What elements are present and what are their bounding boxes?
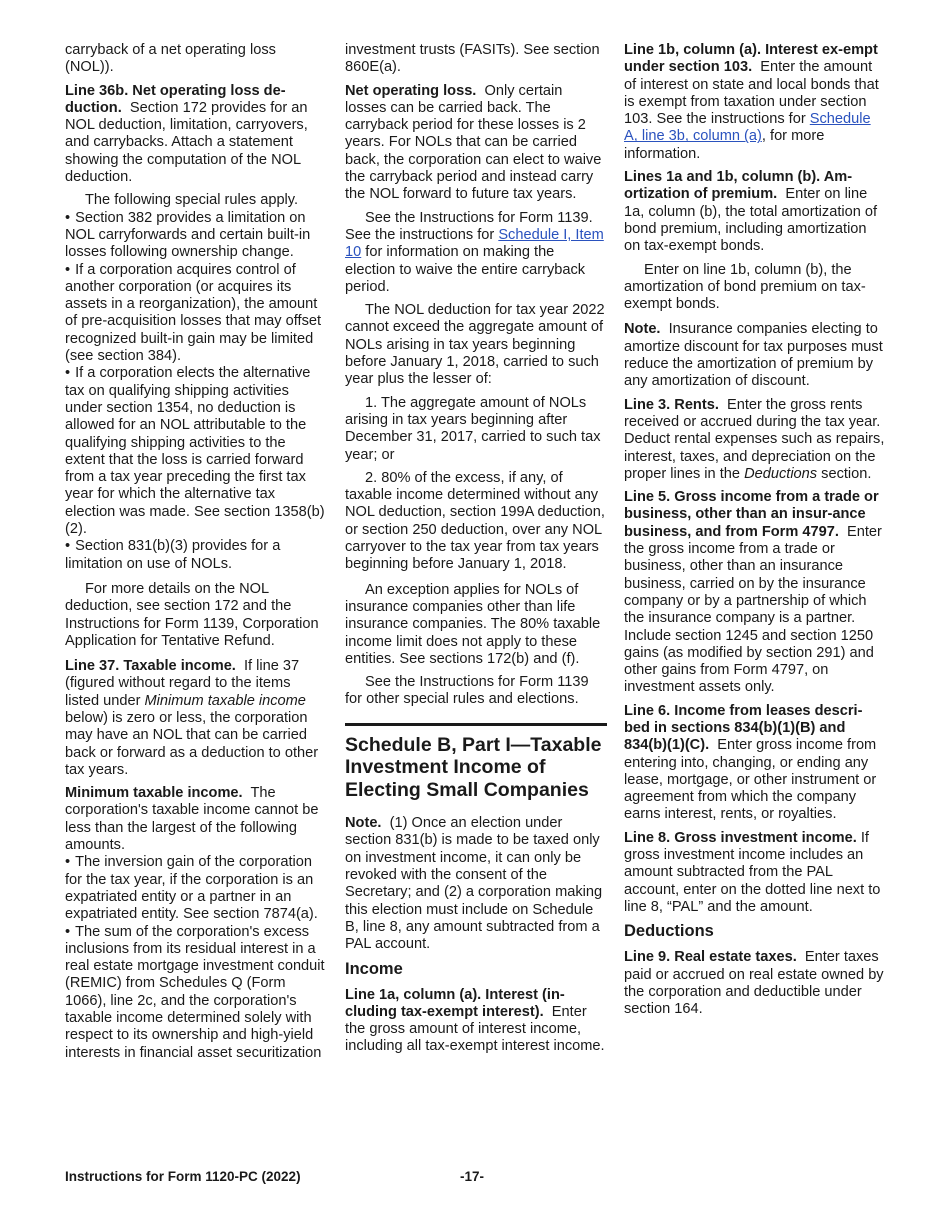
paragraph: carryback of a net operating loss (NOL)). (65, 42, 276, 76)
numbered-item-2: 2. 80% of the excess, if any, of taxable income determined without any NOL deduction, section 199A deduction, or section 250 deduction, over any NOL carryover to the tax year from tax years beginning before January 1, 2018. (345, 469, 605, 573)
line-6-section: Line 6. Income from leases descri-bed in sections 834(b)(1)(B) and 834(b)(1)(C). Enter gross income from entering into, changing, or ending any lease, mortgage, or other instrument or agreement from which the company earns interest, rents, or royalties. (624, 702, 877, 823)
line-36b-text: Section 172 provides for an NOL deduction, limitation, carryovers, and carrybacks. Attach a statement showing the computation of the NOL deduction. (65, 99, 308, 186)
list-item: • If a corporation elects the alternative tax on qualifying shipping activities under section 1354, no deduction is allowed for an NOL attributable to the qualifying shipping activities to the extent that the loss is carried forward from a tax year preceding the first tax year for which the alternative tax election was made. See section 1358(b)(2). (65, 365, 325, 538)
section-divider (345, 723, 607, 726)
column-3 (624, 42, 886, 1024)
note-label: Note. (624, 321, 661, 338)
line-6-heading: Line 6. Income from leases descri-bed in sections 834(b)(1)(B) and 834(b)(1)(C). (624, 702, 863, 754)
line-1b-section: Line 1b, column (a). Interest ex-empt under section 103. Enter the amount of interest on state and local bonds that is exempt from taxation under section 103. See the instructions for Schedule A, line 3b, column (a), for more information. (624, 42, 879, 162)
nol-more-details: For more details on the NOL deduction, see section 172 and the Instructions for Form 1139, Corporation Application for Tentative Refund. (65, 580, 319, 649)
page-number: -17- (460, 1169, 485, 1184)
line-36b-section (65, 83, 325, 187)
line-3-heading: Line 3. Rents. (624, 396, 719, 413)
form-1139-reference: See the Instructions for Form 1139. See the instructions for Schedule I, Item 10 for information on making the election to waive the entire carryback period. (345, 209, 604, 295)
numbered-item-1: 1. The aggregate amount of NOLs arising in tax years beginning after December 31, 2017, carried to such tax year; or (345, 394, 601, 463)
line-9-section: Line 9. Real estate taxes. Enter taxes paid or accrued on real estate owned by the corporation and deductible under section 164. (624, 949, 884, 1018)
line-37-section: Line 37. Taxable income. If line 37 (figured without regard to the items listed under Minimum taxable income below) is zero or less, the corporation may have an NOL that can be carried back or forward as a deduction to other tax years. (65, 658, 319, 778)
income-heading: Income (345, 959, 403, 978)
list-item: • Section 831(b)(3) provides for a limitation on use of NOLs. (65, 538, 281, 572)
insurance-exception: An exception applies for NOLs of insurance companies other than life insurance companies. The 80% taxable income limit does not apply to these entities. See sections 172(b) and (f). (345, 581, 601, 667)
list-item: • The inversion gain of the corporation for the tax year, if the corporation is an expatriated entity or a partner in an expatriated entity. See section 7874(a). (65, 854, 318, 923)
line-36b-heading: Line 36b. Net operating loss de-duction. (65, 82, 286, 116)
amortization-line-1b: Enter on line 1b, column (b), the amortization of bond premium on tax-exempt bonds. (624, 261, 866, 313)
amortization-section: Lines 1a and 1b, column (b). Am-ortization of premium. Enter on line 1a, column (b), the total amortization of bond premium, including amortization on tax-exempt bonds. (624, 169, 878, 255)
form-1139-other-rules: See the Instructions for Form 1139 for other special rules and elections. (345, 674, 589, 708)
column-1 (65, 42, 325, 1062)
amortization-heading: Lines 1a and 1b, column (b). Am-ortization of premium. (624, 169, 853, 203)
line-1a-heading: Line 1a, column (a). Interest (in-cluding tax-exempt interest). (345, 986, 565, 1020)
list-item: • Section 382 provides a limitation on NOL carryforwards and certain built-in losses following ownership change. (65, 209, 311, 261)
line-37-heading: Line 37. Taxable income. (65, 658, 236, 675)
deductions-heading: Deductions (624, 922, 714, 941)
net-operating-loss-section: Net operating loss. Only certain losses can be carried back. The carryback period for these losses is 2 years. For NOLs that can be carried back, the corporation can elect to waive the carryback period and instead carry the NOL forward to future tax years. (345, 82, 602, 203)
note-label: Note. (345, 815, 382, 832)
line-8-section: Line 8. Gross investment income. If gross investment income includes an amount subtracted from the PAL account, enter on the dotted line next to line 8, “PAL” and the amount. (624, 829, 881, 915)
paragraph: investment trusts (FASITs). See section 860E(a). (345, 42, 600, 76)
schedule-b-note: Note. (1) Once an election under section 831(b) is made to be taxed only on investment income, it can only be revoked with the consent of the Secretary; and (2) a corporation making this election must include on Schedule B, line 8, any amount subtracted from a PAL account. (345, 815, 603, 953)
list-item: • The sum of the corporation's excess inclusions from its residual interest in a real estate mortgage investment conduit (REMIC) from Schedules Q (Form 1066), line 2c, and the corporation's taxable income determined solely with respect to its ownership and high-yield interests in financial asset securitization (65, 923, 325, 1061)
net-operating-loss-heading: Net operating loss. (345, 82, 477, 99)
nol-2022-limit: The NOL deduction for tax year 2022 cannot exceed the aggregate amount of NOLs arising in tax years beginning before January 1, 2018, carried to such year plus the lesser of: (345, 302, 605, 388)
list-item: • If a corporation acquires control of another corporation (or acquires its assets in a reorganization), the amount of pre-acquisition losses that may offset recognized built-in gain may be limited (see section 384). (65, 261, 322, 365)
minimum-taxable-income-section: Minimum taxable income. The corporation's taxable income cannot be less than the largest of the following amounts. (65, 785, 319, 854)
line-8-heading: Line 8. Gross investment income. (624, 829, 857, 846)
schedule-a-line-3b-link[interactable]: Schedule A, line 3b, column (a) (624, 111, 871, 145)
footer-form-title: Instructions for Form 1120-PC (2022) (65, 1169, 301, 1184)
line-5-heading: Line 5. Gross income from a trade or business, other than an insur-ance business, and from Form 4797. (624, 489, 879, 540)
schedule-b-title: Schedule B, Part I—Taxable Investment Income of Electing Small Companies (345, 733, 602, 801)
line-1a-section: Line 1a, column (a). Interest (in-cluding tax-exempt interest). Enter the gross amount of interest income, including all tax-exempt interest income. (345, 986, 605, 1055)
line-3-section: Line 3. Rents. Enter the gross rents received or accrued during the tax year. Deduct rental expenses such as repairs, interest, taxes, and depreciation on the proper lines in the Deductions section. (624, 396, 885, 482)
insurance-note: Note. Insurance companies electing to amortize discount for tax purposes must reduce the amortization of premium by any amortization of discount. (624, 321, 883, 390)
line-9-heading: Line 9. Real estate taxes. (624, 949, 797, 966)
column-2 (345, 42, 607, 1062)
special-rules-intro: The following special rules apply. (85, 192, 299, 209)
minimum-taxable-income-heading: Minimum taxable income. (65, 785, 243, 802)
line-5-section: Line 5. Gross income from a trade or business, other than an insur-ance business, and from Form 4797. Enter the gross income from a trade or business, other than an insurance business, carried on by the insurance company or by a partnership of which the insurance company is a partner. Include section 1245 and section 1250 gains (as modified by section 291) and other gains from Form 4797, on investment assets only. (624, 489, 882, 696)
line-1b-heading: Line 1b, column (a). Interest ex-empt under section 103. (624, 42, 878, 76)
schedule-i-item-10-link[interactable]: Schedule I, Item 10 (345, 226, 604, 261)
